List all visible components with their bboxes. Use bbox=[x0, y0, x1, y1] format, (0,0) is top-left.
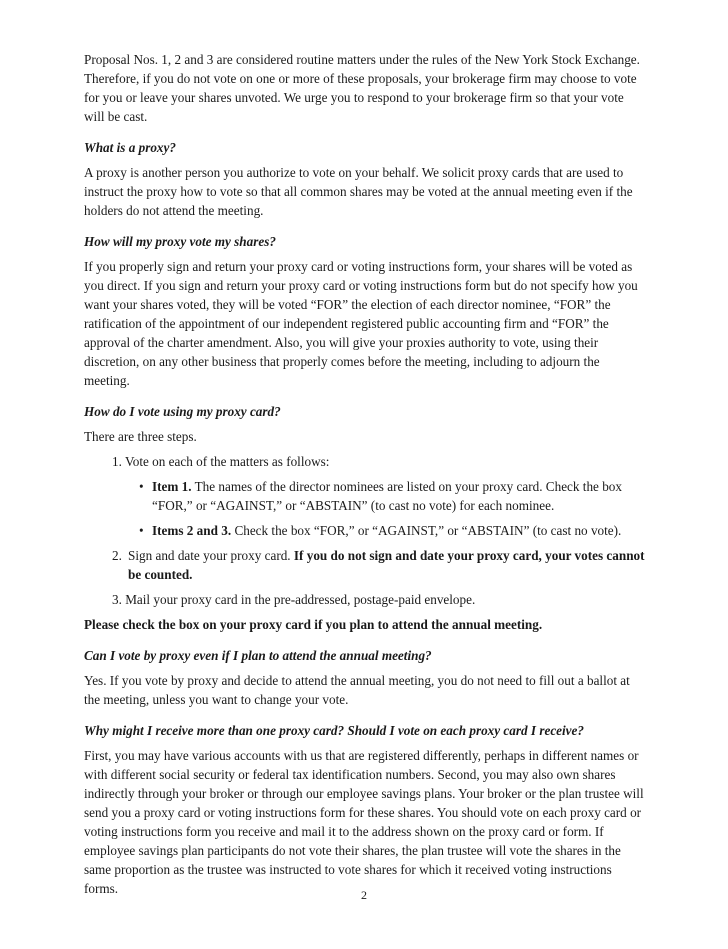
step-2-text bbox=[128, 546, 646, 584]
step-1-text: 1. Vote on each of the matters as follows: bbox=[112, 454, 330, 469]
step-2 bbox=[112, 546, 646, 584]
page-number: 2 bbox=[361, 888, 367, 902]
step-3-text: 3. Mail your proxy card in the pre-addressed, postage-paid envelope. bbox=[112, 592, 476, 607]
bullet-item-2 bbox=[139, 521, 646, 540]
step-2-body: Sign and date your proxy card. bbox=[128, 548, 294, 563]
bullet-icon: • bbox=[139, 479, 144, 494]
step-3 bbox=[112, 590, 646, 609]
bullet-item-1-text bbox=[152, 477, 646, 515]
bullet-item-2-text bbox=[152, 521, 646, 540]
answer-how-proxy-votes: If you properly sign and return your proxy card or voting instructions form, your shares will be voted as you direct. If you sign and return your proxy card or voting instructions form but do not specify how you want your shares voted, they will be voted “FOR” the election of each director nominee, “FOR” the ratification of the appointment of our independent registered public accounting firm and “FOR” the approval of the charter amendment. Also, you will give your proxies authority to vote, using their discretion, on any other business that properly comes before the meeting, including to adjourn the meeting. bbox=[84, 259, 638, 388]
step-1 bbox=[112, 452, 646, 471]
question-what-is-proxy: What is a proxy? bbox=[84, 140, 176, 155]
bullet-item-1-body: The names of the director nominees are listed on your proxy card. Check the box “FOR,” or “AGAINST,” or “ABSTAIN” (to cast no vote) for each nominee. bbox=[152, 479, 622, 513]
step-2-bold: If you do not sign and date your proxy card, your votes cannot be counted. bbox=[128, 548, 645, 582]
step-2-number: 2. bbox=[112, 548, 122, 563]
question-how-proxy-votes: How will my proxy vote my shares? bbox=[84, 234, 276, 249]
answer-multiple-cards: First, you may have various accounts with us that are registered differently, perhaps in different names or with different social security or federal tax identification numbers. Second, you may also own shares indirectly through your broker or through our employee savings plans. Your broker or the plan trustee will send you a proxy card or voting instructions form for these shares. You should vote on each proxy card or voting instructions form you receive and mail it to the address shown on the proxy card or form. If employee savings plan participants do not vote their shares, the plan trustee will vote the shares in the same proportion as the trustee was instructed to vote shares for which it received voting instructions forms. bbox=[84, 748, 644, 896]
question-vote-and-attend: Can I vote by proxy even if I plan to attend the annual meeting? bbox=[84, 648, 432, 663]
attend-notice: Please check the box on your proxy card if you plan to attend the annual meeting. bbox=[84, 617, 543, 632]
document-page bbox=[84, 50, 646, 910]
question-multiple-cards: Why might I receive more than one proxy card? Should I vote on each proxy card I receive? bbox=[84, 723, 584, 738]
question-how-to-vote: How do I vote using my proxy card? bbox=[84, 404, 281, 419]
answer-what-is-proxy: A proxy is another person you authorize to vote on your behalf. We solicit proxy cards that are used to instruct the proxy how to vote so that all common shares may be voted at the annual meeting even if the holders do not attend the meeting. bbox=[84, 165, 633, 218]
bullet-item-1 bbox=[139, 477, 646, 515]
bullet-item-2-bold: Items 2 and 3. bbox=[152, 523, 232, 538]
answer-vote-and-attend: Yes. If you vote by proxy and decide to attend the annual meeting, you do not need to fill out a ballot at the meeting, unless you want to change your vote. bbox=[84, 673, 630, 707]
intro-paragraph: Proposal Nos. 1, 2 and 3 are considered routine matters under the rules of the New York Stock Exchange. Therefore, if you do not vote on one or more of these proposals, your brokerage firm may choose to vote for you or leave your shares unvoted. We urge you to respond to your brokerage firm so that your vote will be cast. bbox=[84, 52, 640, 124]
bullet-item-1-bold: Item 1. bbox=[152, 479, 192, 494]
answer-three-steps: There are three steps. bbox=[84, 429, 197, 444]
bullet-icon: • bbox=[139, 523, 144, 538]
bullet-item-2-body: Check the box “FOR,” or “AGAINST,” or “ABSTAIN” (to cast no vote). bbox=[231, 523, 622, 538]
